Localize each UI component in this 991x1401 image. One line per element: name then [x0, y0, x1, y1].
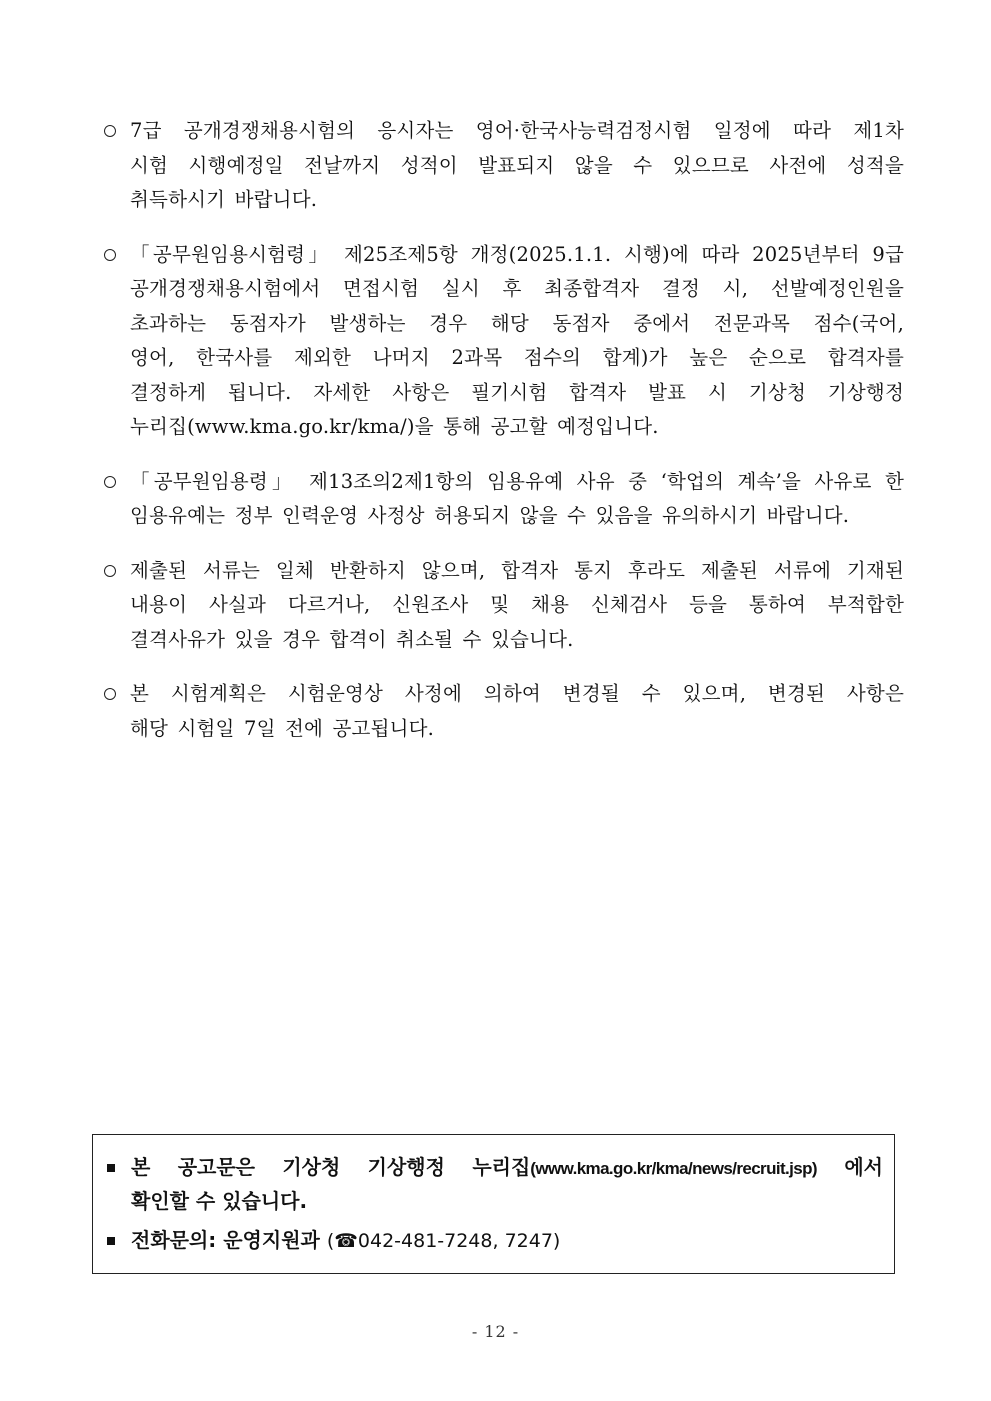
- notice-line: 결격사유가 있을 경우 합격이 취소될 수 있습니다.: [130, 627, 574, 651]
- info-text: [131, 1224, 883, 1258]
- circle-bullet-icon: [104, 688, 116, 700]
- notice-text: [130, 554, 904, 658]
- circle-bullet-icon: [104, 125, 116, 137]
- notice-text: [130, 677, 904, 746]
- info-prefix: 본 공고문은 기상청 기상행정 누리집: [131, 1155, 531, 1179]
- info-line: 확인할 수 있습니다.: [131, 1189, 308, 1213]
- notice-line: 공개경쟁채용시험에서 면접시험 실시 후 최종합격자 결정 시, 선발예정인원을: [130, 277, 904, 300]
- info-line: [131, 1151, 883, 1185]
- notice-text: [130, 238, 904, 445]
- circle-bullet-icon: [104, 249, 116, 261]
- phone-label: 전화문의: 운영지원과: [131, 1228, 320, 1252]
- notice-line: 해당 시험일 7일 전에 공고됩니다.: [130, 716, 435, 740]
- phone-number: (☎042-481-7248, 7247): [326, 1230, 561, 1252]
- page-number: - 12 -: [471, 1322, 520, 1341]
- notice-line: 내용이 사실과 다르거나, 신원조사 및 채용 신체검사 등을 통하여 부적합한: [130, 593, 904, 616]
- info-item-website: [107, 1151, 883, 1218]
- info-item-phone: [107, 1224, 883, 1258]
- notice-line: 「공무원임용령」 제13조의2제1항의 임용유예 사유 중 ‘학업의 계속’을 사유로 한: [130, 469, 904, 493]
- notice-text: [130, 465, 904, 534]
- square-bullet-icon: [107, 1164, 115, 1172]
- info-suffix: 에서: [844, 1155, 883, 1179]
- notice-line: 임용유예는 정부 인력운영 사정상 허용되지 않을 수 있음을 유의하시기 바랍니다.: [130, 504, 850, 527]
- website-url: (www.kma.go.kr/kma/news/recruit.jsp): [530, 1159, 817, 1178]
- circle-bullet-icon: [104, 476, 116, 488]
- notice-line: 초과하는 동점자가 발생하는 경우 해당 동점자 중에서 전문과목 점수(국어,: [130, 311, 904, 335]
- notice-line: 영어, 한국사를 제외한 나머지 2과목 점수의 합계)가 높은 순으로 합격자를: [130, 346, 904, 369]
- notice-line: 누리집(www.kma.go.kr/kma/)을 통해 공고할 예정입니다.: [130, 415, 659, 438]
- notice-item: [104, 238, 904, 445]
- notice-line: 7급 공개경쟁채용시험의 응시자는 영어·한국사능력검정시험 일정에 따라 제1차: [130, 119, 904, 142]
- square-bullet-icon: [107, 1237, 115, 1245]
- info-text: [131, 1151, 883, 1218]
- notice-line: 시험 시행예정일 전날까지 성적이 발표되지 않을 수 있으므로 사전에 성적을: [130, 153, 904, 177]
- notice-line: 제출된 서류는 일체 반환하지 않으며, 합격자 통지 후라도 제출된 서류에 기재된: [130, 558, 904, 582]
- notice-item: [104, 677, 904, 746]
- notice-line: 취득하시기 바랍니다.: [130, 188, 318, 211]
- contact-info-box: [92, 1134, 895, 1274]
- notice-line: 본 시험계획은 시험운영상 사정에 의하여 변경될 수 있으며, 변경된 사항은: [130, 682, 904, 705]
- circle-bullet-icon: [104, 565, 116, 577]
- notice-item: [104, 554, 904, 658]
- notice-item: [104, 465, 904, 534]
- notice-item: [104, 114, 904, 218]
- notice-list: [104, 114, 904, 766]
- notice-text: [130, 114, 904, 218]
- notice-line: 결정하게 됩니다. 자세한 사항은 필기시험 합격자 발표 시 기상청 기상행정: [130, 380, 904, 404]
- notice-line: 「공무원임용시험령」 제25조제5항 개정(2025.1.1. 시행)에 따라 2025년부터 9급: [130, 242, 904, 266]
